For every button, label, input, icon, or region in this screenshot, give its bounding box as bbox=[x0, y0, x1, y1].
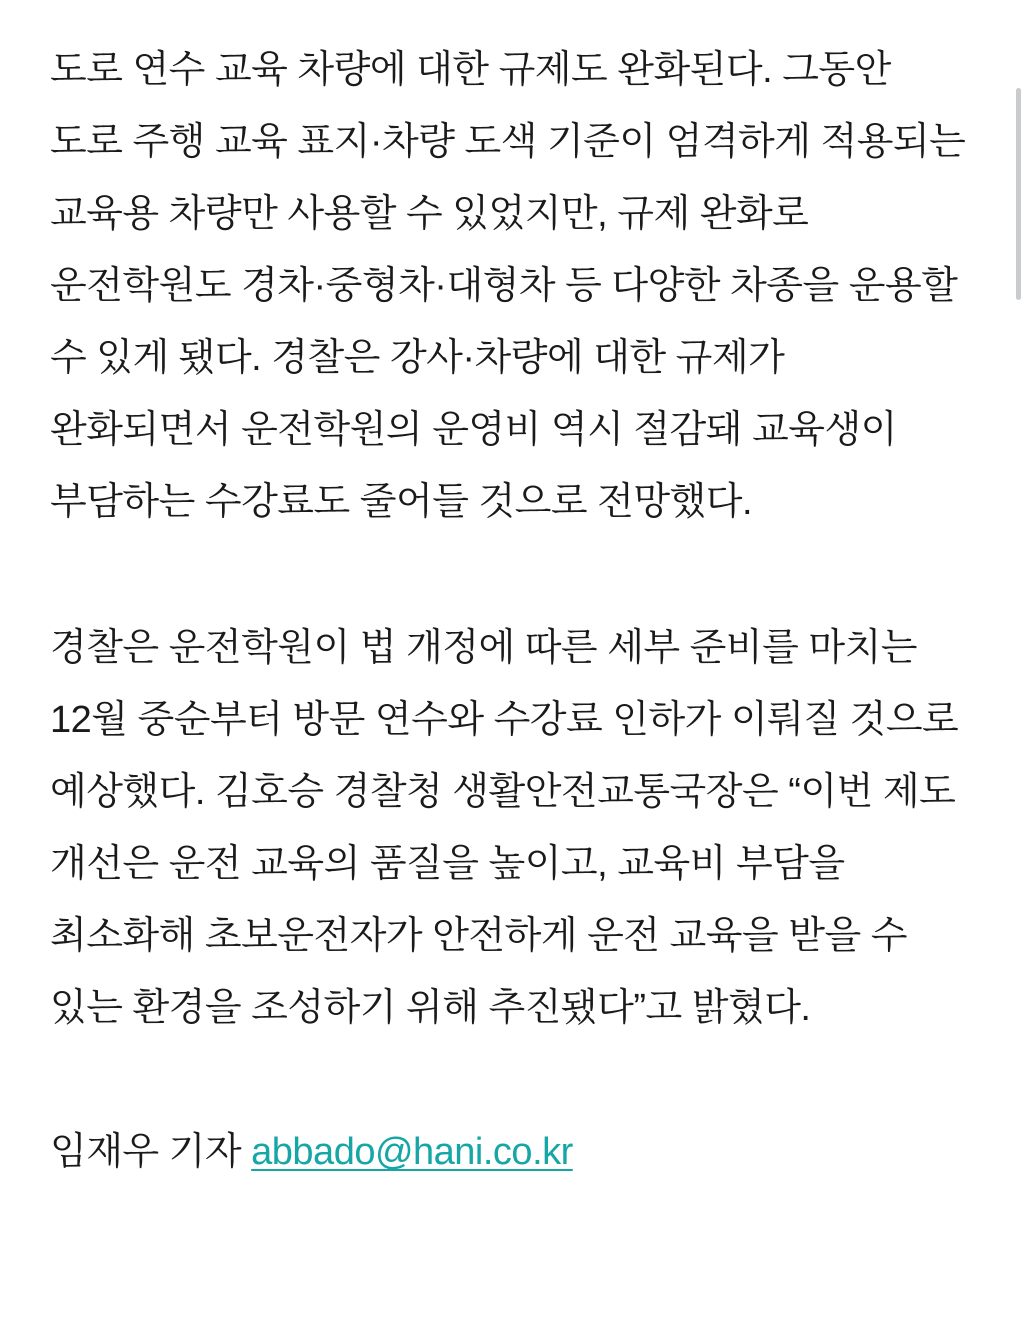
article-byline bbox=[50, 1118, 966, 1186]
article-paragraph-1: 도로 연수 교육 차량에 대한 규제도 완화된다. 그동안 도로 주행 교육 표지·차량 도색 기준이 엄격하게 적용되는 교육용 차량만 사용할 수 있었지만, 규제 완화로 운전학원도 경차·중형차·대형차 등 다양한 차종을 운용할 수 있게 됐다. 경찰은 강사·차량에 대한 규제가 완화되면서 운전학원의 운영비 역시 절감돼 교육생이 부담하는 수강료도 줄어들 것으로 전망했다. bbox=[50, 49, 966, 523]
article-paragraph-2: 경찰은 운전학원이 법 개정에 따른 세부 준비를 마치는 12월 중순부터 방문 연수와 수강료 인하가 이뤄질 것으로 예상했다. 김호승 경찰청 생활안전교통국장은 “이번 제도 개선은 운전 교육의 품질을 높이고, 교육비 부담을 최소화해 초보운전자가 안전하게 운전 교육을 받을 수 있는 환경을 조성하기 위해 추진됐다”고 밝혔다. bbox=[50, 627, 959, 1029]
page-scrollbar[interactable] bbox=[1014, 0, 1024, 1337]
scrollbar-thumb[interactable] bbox=[1016, 88, 1021, 300]
byline-reporter: 임재우 기자 bbox=[50, 1131, 252, 1173]
reporter-email-link[interactable]: abbado@hani.co.kr bbox=[251, 1131, 573, 1173]
